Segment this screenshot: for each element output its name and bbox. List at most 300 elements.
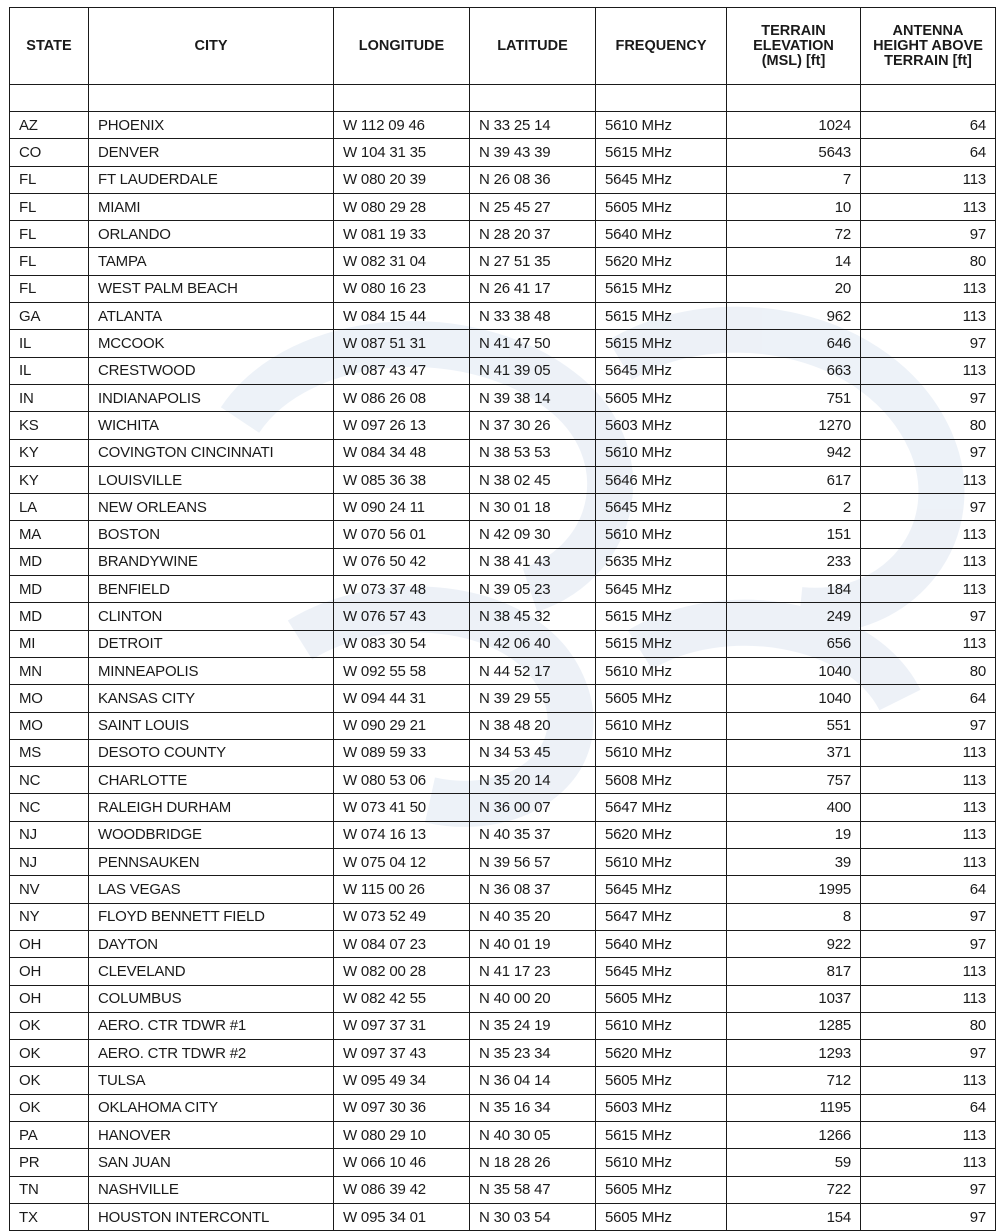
cell-frequency: 5645 MHz	[596, 958, 727, 985]
cell-antenna-height: 80	[861, 412, 996, 439]
cell-frequency: 5640 MHz	[596, 930, 727, 957]
cell-antenna-height: 80	[861, 657, 996, 684]
cell-city: DAYTON	[89, 930, 334, 957]
cell-antenna-height: 113	[861, 1067, 996, 1094]
table-row	[10, 794, 996, 821]
cell-city: ATLANTA	[89, 303, 334, 330]
table-row	[10, 1121, 996, 1148]
cell-state: KY	[10, 466, 89, 493]
cell-state: PA	[10, 1121, 89, 1148]
cell-longitude: W 090 24 11	[334, 494, 470, 521]
cell-terrain-elevation: 19	[727, 821, 861, 848]
table-row	[10, 712, 996, 739]
cell-latitude: N 33 25 14	[470, 112, 596, 139]
cell-antenna-height: 97	[861, 1203, 996, 1230]
table-row	[10, 1149, 996, 1176]
cell-city: INDIANAPOLIS	[89, 384, 334, 411]
cell-frequency: 5605 MHz	[596, 1067, 727, 1094]
cell-terrain-elevation: 5643	[727, 139, 861, 166]
table-row	[10, 1067, 996, 1094]
cell-frequency: 5603 MHz	[596, 1094, 727, 1121]
cell-frequency: 5645 MHz	[596, 357, 727, 384]
cell-latitude: N 34 53 45	[470, 739, 596, 766]
cell-latitude: N 40 35 37	[470, 821, 596, 848]
cell-state: IL	[10, 357, 89, 384]
cell-state: OH	[10, 985, 89, 1012]
cell-antenna-height: 64	[861, 112, 996, 139]
cell-state: TX	[10, 1203, 89, 1230]
cell-longitude: W 087 43 47	[334, 357, 470, 384]
cell-terrain-elevation: 817	[727, 958, 861, 985]
cell-frequency: 5620 MHz	[596, 1040, 727, 1067]
cell-latitude: N 39 05 23	[470, 576, 596, 603]
cell-terrain-elevation: 1270	[727, 412, 861, 439]
header-city: CITY	[89, 8, 334, 85]
cell-city: DESOTO COUNTY	[89, 739, 334, 766]
cell-city: SAINT LOUIS	[89, 712, 334, 739]
table-row	[10, 466, 996, 493]
cell-city: FLOYD BENNETT FIELD	[89, 903, 334, 930]
cell-antenna-height: 97	[861, 1176, 996, 1203]
cell-city: DENVER	[89, 139, 334, 166]
table-row	[10, 876, 996, 903]
cell-antenna-height: 113	[861, 275, 996, 302]
cell-longitude: W 080 16 23	[334, 275, 470, 302]
cell-terrain-elevation: 2	[727, 494, 861, 521]
cell-antenna-height: 113	[861, 739, 996, 766]
cell-state: MS	[10, 739, 89, 766]
cell-terrain-elevation: 8	[727, 903, 861, 930]
cell-latitude: N 30 01 18	[470, 494, 596, 521]
cell-longitude: W 104 31 35	[334, 139, 470, 166]
table-row	[10, 1040, 996, 1067]
cell-city: MINNEAPOLIS	[89, 657, 334, 684]
cell-state: NY	[10, 903, 89, 930]
cell-longitude: W 074 16 13	[334, 821, 470, 848]
cell-state: FL	[10, 248, 89, 275]
cell-longitude: W 073 41 50	[334, 794, 470, 821]
cell-city: COVINGTON CINCINNATI	[89, 439, 334, 466]
cell-city: CLINTON	[89, 603, 334, 630]
cell-frequency: 5603 MHz	[596, 412, 727, 439]
cell-state: AZ	[10, 112, 89, 139]
cell-terrain-elevation: 1293	[727, 1040, 861, 1067]
cell-latitude: N 38 41 43	[470, 548, 596, 575]
cell-terrain-elevation: 72	[727, 221, 861, 248]
cell-antenna-height: 80	[861, 248, 996, 275]
cell-longitude: W 082 31 04	[334, 248, 470, 275]
cell-antenna-height: 64	[861, 876, 996, 903]
cell-longitude: W 066 10 46	[334, 1149, 470, 1176]
cell-frequency: 5615 MHz	[596, 1121, 727, 1148]
cell-latitude: N 39 56 57	[470, 849, 596, 876]
cell-longitude: W 085 36 38	[334, 466, 470, 493]
cell-state: PR	[10, 1149, 89, 1176]
table-row	[10, 958, 996, 985]
cell-antenna-height: 113	[861, 849, 996, 876]
cell-latitude: N 25 45 27	[470, 193, 596, 220]
table-row	[10, 685, 996, 712]
cell-terrain-elevation: 151	[727, 521, 861, 548]
header-state: STATE	[10, 8, 89, 85]
cell-latitude: N 42 09 30	[470, 521, 596, 548]
cell-latitude: N 26 08 36	[470, 166, 596, 193]
cell-longitude: W 089 59 33	[334, 739, 470, 766]
cell-latitude: N 30 03 54	[470, 1203, 596, 1230]
cell-terrain-elevation: 1995	[727, 876, 861, 903]
cell-city: RALEIGH DURHAM	[89, 794, 334, 821]
cell-frequency: 5615 MHz	[596, 330, 727, 357]
cell-state: NJ	[10, 849, 89, 876]
cell-city: PENNSAUKEN	[89, 849, 334, 876]
cell-city: AERO. CTR TDWR #1	[89, 1012, 334, 1039]
cell-city: MIAMI	[89, 193, 334, 220]
table-row	[10, 494, 996, 521]
cell-antenna-height: 113	[861, 821, 996, 848]
cell-latitude: N 40 35 20	[470, 903, 596, 930]
table-row	[10, 1176, 996, 1203]
cell-latitude: N 44 52 17	[470, 657, 596, 684]
table-row	[10, 767, 996, 794]
cell-latitude: N 36 08 37	[470, 876, 596, 903]
table-row	[10, 439, 996, 466]
cell-longitude: W 097 26 13	[334, 412, 470, 439]
cell-terrain-elevation: 371	[727, 739, 861, 766]
cell-longitude: W 095 49 34	[334, 1067, 470, 1094]
cell-state: MO	[10, 685, 89, 712]
cell-state: FL	[10, 275, 89, 302]
cell-antenna-height: 113	[861, 1149, 996, 1176]
cell-frequency: 5605 MHz	[596, 685, 727, 712]
cell-longitude: W 076 50 42	[334, 548, 470, 575]
header-row	[10, 8, 996, 85]
cell-terrain-elevation: 663	[727, 357, 861, 384]
cell-frequency: 5646 MHz	[596, 466, 727, 493]
cell-antenna-height: 113	[861, 166, 996, 193]
cell-city: BOSTON	[89, 521, 334, 548]
cell-state: MD	[10, 603, 89, 630]
cell-frequency: 5605 MHz	[596, 193, 727, 220]
cell-state: NC	[10, 767, 89, 794]
cell-longitude: W 075 04 12	[334, 849, 470, 876]
cell-longitude: W 097 37 43	[334, 1040, 470, 1067]
cell-state: MD	[10, 548, 89, 575]
cell-antenna-height: 113	[861, 794, 996, 821]
cell-city: LAS VEGAS	[89, 876, 334, 903]
table-row	[10, 903, 996, 930]
cell-antenna-height: 97	[861, 221, 996, 248]
cell-terrain-elevation: 1037	[727, 985, 861, 1012]
table-row	[10, 930, 996, 957]
cell-state: MN	[10, 657, 89, 684]
cell-longitude: W 080 29 10	[334, 1121, 470, 1148]
cell-terrain-elevation: 757	[727, 767, 861, 794]
table-row	[10, 330, 996, 357]
cell-state: NC	[10, 794, 89, 821]
cell-longitude: W 090 29 21	[334, 712, 470, 739]
cell-city: AERO. CTR TDWR #2	[89, 1040, 334, 1067]
cell-state: OK	[10, 1012, 89, 1039]
cell-terrain-elevation: 7	[727, 166, 861, 193]
cell-frequency: 5645 MHz	[596, 576, 727, 603]
cell-state: IN	[10, 384, 89, 411]
cell-frequency: 5610 MHz	[596, 1149, 727, 1176]
cell-terrain-elevation: 1040	[727, 657, 861, 684]
cell-city: OKLAHOMA CITY	[89, 1094, 334, 1121]
cell-antenna-height: 113	[861, 767, 996, 794]
cell-state: IL	[10, 330, 89, 357]
cell-antenna-height: 113	[861, 303, 996, 330]
table-row	[10, 1012, 996, 1039]
cell-antenna-height: 97	[861, 603, 996, 630]
cell-longitude: W 080 20 39	[334, 166, 470, 193]
table-row	[10, 1203, 996, 1230]
table-row	[10, 303, 996, 330]
cell-terrain-elevation: 922	[727, 930, 861, 957]
cell-latitude: N 37 30 26	[470, 412, 596, 439]
cell-antenna-height: 97	[861, 330, 996, 357]
cell-latitude: N 26 41 17	[470, 275, 596, 302]
cell-frequency: 5615 MHz	[596, 603, 727, 630]
cell-longitude: W 094 44 31	[334, 685, 470, 712]
cell-city: PHOENIX	[89, 112, 334, 139]
cell-frequency: 5645 MHz	[596, 494, 727, 521]
cell-latitude: N 39 43 39	[470, 139, 596, 166]
cell-state: NJ	[10, 821, 89, 848]
cell-longitude: W 112 09 46	[334, 112, 470, 139]
cell-city: TAMPA	[89, 248, 334, 275]
table-row	[10, 412, 996, 439]
cell-antenna-height: 97	[861, 384, 996, 411]
cell-antenna-height: 97	[861, 439, 996, 466]
table-row	[10, 384, 996, 411]
cell-terrain-elevation: 233	[727, 548, 861, 575]
cell-latitude: N 41 17 23	[470, 958, 596, 985]
header-terrain-elevation: TERRAIN ELEVATION (MSL) [ft]	[727, 8, 861, 85]
cell-antenna-height: 97	[861, 494, 996, 521]
cell-city: LOUISVILLE	[89, 466, 334, 493]
cell-antenna-height: 97	[861, 712, 996, 739]
cell-frequency: 5610 MHz	[596, 849, 727, 876]
cell-state: CO	[10, 139, 89, 166]
cell-state: OK	[10, 1094, 89, 1121]
table-row	[10, 248, 996, 275]
cell-state: OH	[10, 958, 89, 985]
cell-terrain-elevation: 722	[727, 1176, 861, 1203]
cell-city: NASHVILLE	[89, 1176, 334, 1203]
table-row	[10, 1094, 996, 1121]
cell-city: FT LAUDERDALE	[89, 166, 334, 193]
table-row	[10, 521, 996, 548]
cell-frequency: 5615 MHz	[596, 139, 727, 166]
cell-city: HOUSTON INTERCONTL	[89, 1203, 334, 1230]
cell-terrain-elevation: 1040	[727, 685, 861, 712]
cell-frequency: 5610 MHz	[596, 657, 727, 684]
cell-frequency: 5647 MHz	[596, 903, 727, 930]
cell-terrain-elevation: 59	[727, 1149, 861, 1176]
cell-longitude: W 082 42 55	[334, 985, 470, 1012]
cell-city: KANSAS CITY	[89, 685, 334, 712]
cell-latitude: N 36 00 07	[470, 794, 596, 821]
cell-longitude: W 084 15 44	[334, 303, 470, 330]
cell-state: GA	[10, 303, 89, 330]
table-row	[10, 739, 996, 766]
cell-city: NEW ORLEANS	[89, 494, 334, 521]
cell-longitude: W 115 00 26	[334, 876, 470, 903]
cell-terrain-elevation: 646	[727, 330, 861, 357]
table-row	[10, 357, 996, 384]
cell-frequency: 5620 MHz	[596, 821, 727, 848]
cell-state: OH	[10, 930, 89, 957]
cell-latitude: N 38 45 32	[470, 603, 596, 630]
cell-city: SAN JUAN	[89, 1149, 334, 1176]
cell-terrain-elevation: 154	[727, 1203, 861, 1230]
cell-longitude: W 086 26 08	[334, 384, 470, 411]
cell-antenna-height: 113	[861, 357, 996, 384]
cell-terrain-elevation: 712	[727, 1067, 861, 1094]
table-row	[10, 166, 996, 193]
cell-antenna-height: 113	[861, 521, 996, 548]
cell-longitude: W 076 57 43	[334, 603, 470, 630]
cell-antenna-height: 97	[861, 930, 996, 957]
cell-latitude: N 39 38 14	[470, 384, 596, 411]
cell-latitude: N 35 58 47	[470, 1176, 596, 1203]
cell-terrain-elevation: 962	[727, 303, 861, 330]
cell-frequency: 5610 MHz	[596, 521, 727, 548]
cell-terrain-elevation: 249	[727, 603, 861, 630]
cell-frequency: 5605 MHz	[596, 1203, 727, 1230]
cell-terrain-elevation: 942	[727, 439, 861, 466]
cell-latitude: N 38 48 20	[470, 712, 596, 739]
table-row	[10, 139, 996, 166]
cell-latitude: N 36 04 14	[470, 1067, 596, 1094]
cell-latitude: N 41 39 05	[470, 357, 596, 384]
cell-terrain-elevation: 617	[727, 466, 861, 493]
cell-frequency: 5647 MHz	[596, 794, 727, 821]
cell-city: WOODBRIDGE	[89, 821, 334, 848]
cell-latitude: N 27 51 35	[470, 248, 596, 275]
cell-city: TULSA	[89, 1067, 334, 1094]
cell-antenna-height: 113	[861, 548, 996, 575]
cell-frequency: 5615 MHz	[596, 303, 727, 330]
cell-latitude: N 35 20 14	[470, 767, 596, 794]
cell-longitude: W 097 37 31	[334, 1012, 470, 1039]
cell-terrain-elevation: 184	[727, 576, 861, 603]
cell-longitude: W 087 51 31	[334, 330, 470, 357]
cell-latitude: N 42 06 40	[470, 630, 596, 657]
cell-antenna-height: 97	[861, 1040, 996, 1067]
cell-antenna-height: 64	[861, 139, 996, 166]
cell-frequency: 5645 MHz	[596, 876, 727, 903]
table-row	[10, 275, 996, 302]
cell-longitude: W 080 29 28	[334, 193, 470, 220]
table-row	[10, 221, 996, 248]
table-row	[10, 630, 996, 657]
cell-longitude: W 097 30 36	[334, 1094, 470, 1121]
cell-terrain-elevation: 10	[727, 193, 861, 220]
table-row	[10, 603, 996, 630]
cell-state: OK	[10, 1040, 89, 1067]
cell-city: BENFIELD	[89, 576, 334, 603]
cell-city: ORLANDO	[89, 221, 334, 248]
table-row	[10, 548, 996, 575]
cell-frequency: 5608 MHz	[596, 767, 727, 794]
cell-terrain-elevation: 1195	[727, 1094, 861, 1121]
cell-longitude: W 080 53 06	[334, 767, 470, 794]
cell-latitude: N 38 53 53	[470, 439, 596, 466]
cell-terrain-elevation: 656	[727, 630, 861, 657]
cell-frequency: 5640 MHz	[596, 221, 727, 248]
cell-frequency: 5605 MHz	[596, 985, 727, 1012]
cell-frequency: 5610 MHz	[596, 1012, 727, 1039]
cell-state: MA	[10, 521, 89, 548]
cell-city: WICHITA	[89, 412, 334, 439]
blank-row	[10, 85, 996, 112]
cell-latitude: N 33 38 48	[470, 303, 596, 330]
cell-state: KY	[10, 439, 89, 466]
table-row	[10, 985, 996, 1012]
cell-frequency: 5610 MHz	[596, 712, 727, 739]
header-longitude: LONGITUDE	[334, 8, 470, 85]
cell-terrain-elevation: 1024	[727, 112, 861, 139]
cell-state: MO	[10, 712, 89, 739]
cell-latitude: N 35 23 34	[470, 1040, 596, 1067]
cell-frequency: 5635 MHz	[596, 548, 727, 575]
cell-longitude: W 082 00 28	[334, 958, 470, 985]
cell-frequency: 5605 MHz	[596, 1176, 727, 1203]
cell-state: MD	[10, 576, 89, 603]
cell-latitude: N 38 02 45	[470, 466, 596, 493]
cell-frequency: 5620 MHz	[596, 248, 727, 275]
cell-antenna-height: 113	[861, 958, 996, 985]
cell-latitude: N 35 24 19	[470, 1012, 596, 1039]
cell-city: HANOVER	[89, 1121, 334, 1148]
cell-state: FL	[10, 221, 89, 248]
table-row	[10, 576, 996, 603]
cell-frequency: 5610 MHz	[596, 439, 727, 466]
cell-antenna-height: 113	[861, 466, 996, 493]
tdwr-site-table	[9, 7, 996, 1231]
table-row	[10, 821, 996, 848]
cell-city: BRANDYWINE	[89, 548, 334, 575]
cell-terrain-elevation: 551	[727, 712, 861, 739]
cell-latitude: N 35 16 34	[470, 1094, 596, 1121]
cell-terrain-elevation: 400	[727, 794, 861, 821]
table-row	[10, 657, 996, 684]
cell-state: NV	[10, 876, 89, 903]
cell-longitude: W 084 34 48	[334, 439, 470, 466]
cell-antenna-height: 113	[861, 630, 996, 657]
cell-frequency: 5645 MHz	[596, 166, 727, 193]
cell-frequency: 5605 MHz	[596, 384, 727, 411]
cell-longitude: W 095 34 01	[334, 1203, 470, 1230]
cell-latitude: N 40 00 20	[470, 985, 596, 1012]
cell-city: CHARLOTTE	[89, 767, 334, 794]
cell-antenna-height: 113	[861, 193, 996, 220]
header-antenna-height: ANTENNA HEIGHT ABOVE TERRAIN [ft]	[861, 8, 996, 85]
cell-terrain-elevation: 14	[727, 248, 861, 275]
cell-frequency: 5615 MHz	[596, 630, 727, 657]
cell-city: WEST PALM BEACH	[89, 275, 334, 302]
cell-longitude: W 092 55 58	[334, 657, 470, 684]
cell-state: LA	[10, 494, 89, 521]
header-frequency: FREQUENCY	[596, 8, 727, 85]
cell-antenna-height: 97	[861, 903, 996, 930]
cell-longitude: W 084 07 23	[334, 930, 470, 957]
cell-terrain-elevation: 1285	[727, 1012, 861, 1039]
cell-latitude: N 40 30 05	[470, 1121, 596, 1148]
cell-city: MCCOOK	[89, 330, 334, 357]
